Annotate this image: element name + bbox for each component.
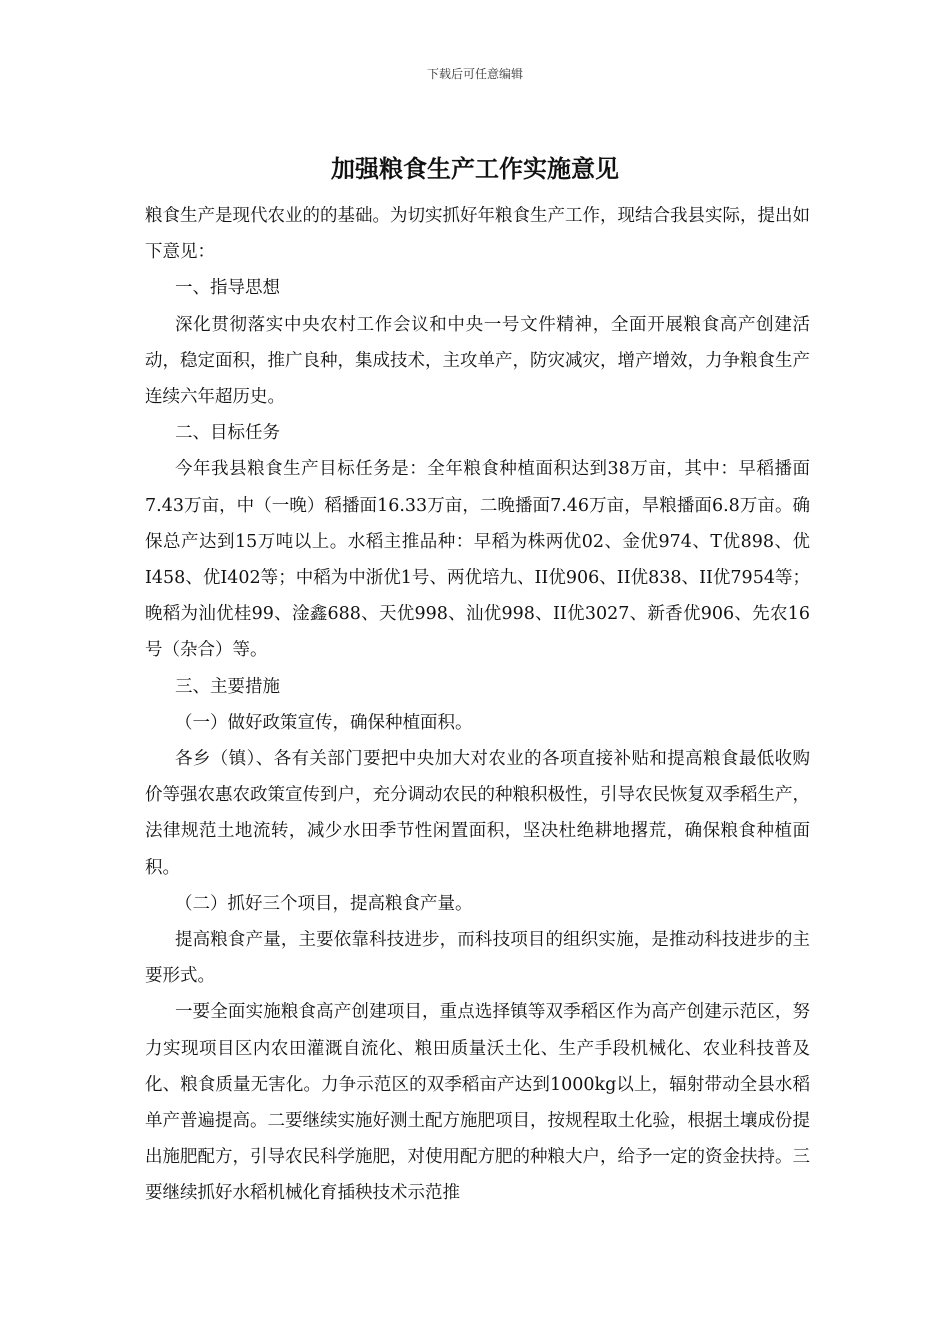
section-heading-guiding-thought: 一、指导思想: [175, 278, 280, 299]
subheading-projects: （二）抓好三个项目，提高粮食产量。: [175, 893, 473, 914]
paragraph-targets: 今年我县粮食生产目标任务是：全年粮食种植面积达到38万亩，其中：早稻播面7.43万亩，中（一晚）稻播面16.33万亩，二晚播面7.46万亩，旱粮播面6.8万亩。确保总产达到15万吨以上。水稻主推品种：早稻为株两优02、金优974、T优898、优I458、优I402等；中稻为中浙优1号、两优培九、II优906、II优838、II优7954等；晚稻为汕优桂99、淦鑫688、天优998、汕优998、II优3027、新香优906、先农16号（杂合）等。: [145, 459, 810, 661]
section-heading-measures: 三、主要措施: [175, 676, 280, 697]
paragraph-policy: 各乡（镇）、各有关部门要把中央加大对农业的各项直接补贴和提高粮食最低收购价等强农惠农政策宣传到户，充分调动农民的种粮积极性，引导农民恢复双季稻生产，法律规范土地流转，减少水田季节性闲置面积，坚决杜绝耕地撂荒，确保粮食种植面积。: [145, 749, 810, 878]
paragraph-guiding-thought: 深化贯彻落实中央农村工作会议和中央一号文件精神，全面开展粮食高产创建活动，稳定面积，推广良种，集成技术，主攻单产，防灾减灾，增产增效，力争粮食生产连续六年超历史。: [145, 314, 810, 408]
document-body: [145, 198, 810, 1212]
subheading-policy: （一）做好政策宣传，确保种植面积。: [175, 712, 473, 733]
paragraph-intro: 粮食生产是现代农业的的基础。为切实抓好年粮食生产工作，现结合我县实际，提出如下意见：: [145, 206, 810, 263]
header-note: 下载后可任意编辑: [426, 67, 523, 81]
document-title: 加强粮食生产工作实施意见: [331, 154, 619, 183]
paragraph-projects-detail: 一要全面实施粮食高产创建项目，重点选择镇等双季稻区作为高产创建示范区，努力实现项目区内农田灌溉自流化、粮田质量沃土化、生产手段机械化、农业科技普及化、粮食质量无害化。力争示范区的双季稻亩产达到1000kg以上，辐射带动全县水稻单产普遍提高。二要继续实施好测土配方施肥项目，按规程取土化验，根据土壤成份提出施肥配方，引导农民科学施肥，对使用配方肥的种粮大户，给予一定的资金扶持。三要继续抓好水稻机械化育插秧技术示范推: [145, 1002, 810, 1204]
section-heading-targets: 二、目标任务: [175, 423, 280, 444]
paragraph-projects-intro: 提高粮食产量，主要依靠科技进步，而科技项目的组织实施，是推动科技进步的主要形式。: [145, 930, 810, 987]
